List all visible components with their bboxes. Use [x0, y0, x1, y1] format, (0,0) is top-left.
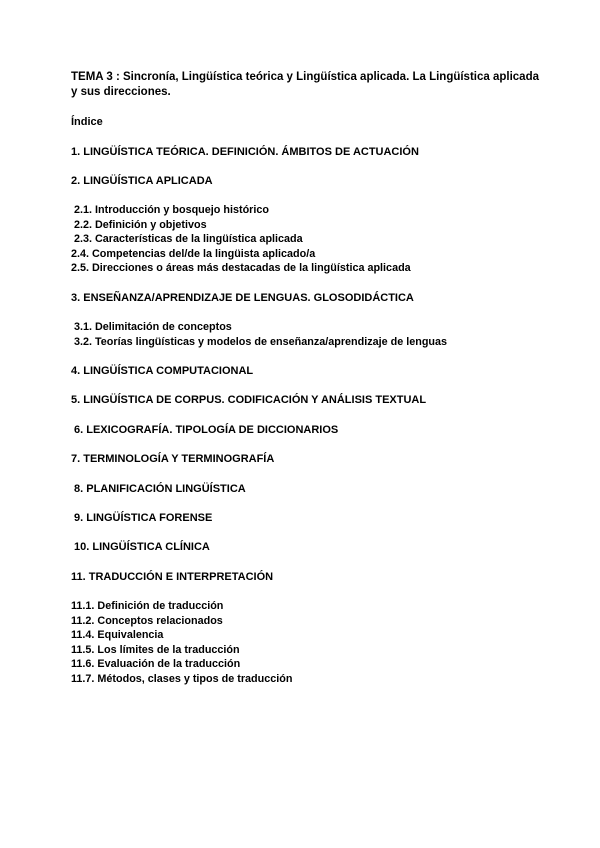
subsection-2-3: 2.3. Características de la lingüística aplicada [74, 233, 303, 245]
subsection-11-7: 11.7. Métodos, clases y tipos de traducción [71, 673, 293, 685]
section-1-heading: 1. LINGÜÍSTICA TEÓRICA. DEFINICIÓN. ÁMBITOS DE ACTUACIÓN [71, 146, 419, 158]
subsection-11-5: 11.5. Los límites de la traducción [71, 644, 240, 656]
subsection-2-5: 2.5. Direcciones o áreas más destacadas de la lingüística aplicada [71, 262, 411, 274]
subsection-3-1: 3.1. Delimitación de conceptos [74, 321, 232, 333]
subsection-11-6: 11.6. Evaluación de la traducción [71, 658, 241, 670]
subsection-11-2: 11.2. Conceptos relacionados [71, 615, 223, 627]
section-11-heading: 11. TRADUCCIÓN E INTERPRETACIÓN [71, 571, 274, 583]
index-label: Índice [71, 116, 103, 128]
section-5-heading: 5. LINGÜÍSTICA DE CORPUS. CODIFICACIÓN Y ANÁLISIS TEXTUAL [71, 394, 427, 406]
section-7-heading: 7. TERMINOLOGÍA Y TERMINOGRAFÍA [71, 453, 275, 465]
section-6-heading: 6. LEXICOGRAFÍA. TIPOLOGÍA DE DICCIONARIOS [74, 424, 339, 436]
subsection-2-4: 2.4. Competencias del/de la lingüista aplicado/a [71, 248, 316, 260]
subsection-11-4: 11.4. Equivalencia [71, 629, 164, 641]
section-9-heading: 9. LINGÜÍSTICA FORENSE [74, 512, 213, 524]
section-10-heading: 10. LINGÜÍSTICA CLÍNICA [74, 541, 210, 553]
document-title: TEMA 3 : Sincronía, Lingüística teórica y Lingüística aplicada. La Lingüística aplicada y sus direcciones. [71, 71, 539, 98]
section-4-heading: 4. LINGÜÍSTICA COMPUTACIONAL [71, 365, 254, 377]
section-3-heading: 3. ENSEÑANZA/APRENDIZAJE DE LENGUAS. GLOSODIDÁCTICA [71, 292, 414, 304]
subsection-2-2: 2.2. Definición y objetivos [74, 219, 207, 231]
section-8-heading: 8. PLANIFICACIÓN LINGÜÍSTICA [74, 483, 246, 495]
subsection-11-1: 11.1. Definición de traducción [71, 600, 224, 612]
section-2-heading: 2. LINGÜÍSTICA APLICADA [71, 175, 213, 187]
subsection-3-2: 3.2. Teorías lingüísticas y modelos de enseñanza/aprendizaje de lenguas [74, 336, 448, 348]
subsection-2-1: 2.1. Introducción y bosquejo histórico [74, 204, 269, 216]
